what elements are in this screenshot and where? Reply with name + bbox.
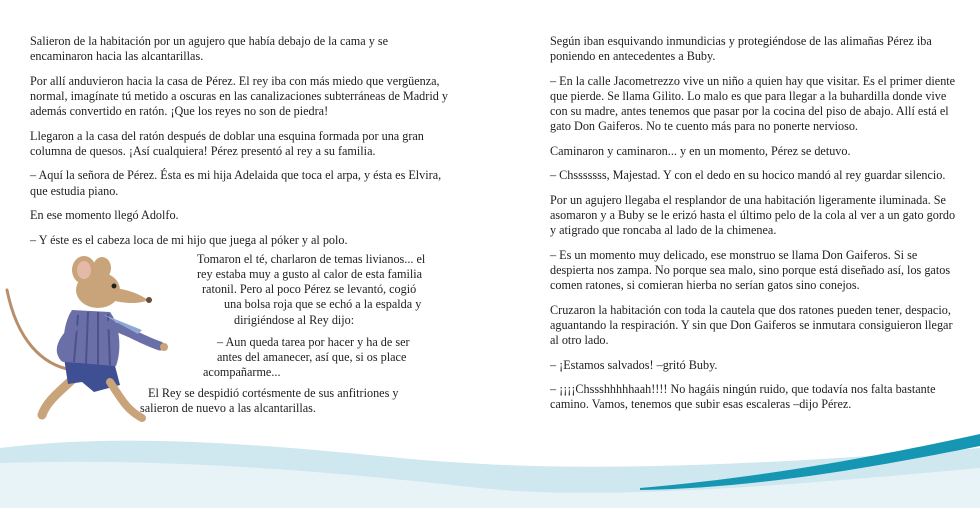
- mouse-eye: [112, 284, 117, 289]
- paragraph: Según iban esquivando inmundicias y protegiéndose de las alimañas Pérez iba poniendo en antecedentes a Buby.: [550, 34, 932, 64]
- paragraph: Llegaron a la casa del ratón después de doblar una esquina formada por una gran columna de quesos. ¡Así cualquiera! Pérez presentó al rey a su familia.: [30, 128, 424, 158]
- mouse-ear-2: [93, 257, 111, 279]
- text-line: Tomaron el té, charlaron de temas livianos... el: [197, 252, 426, 266]
- paragraph: Salieron de la habitación por un agujero que había debajo de la cama y se encaminaron hacia las alcantarillas.: [30, 34, 389, 64]
- paragraph: – En la calle Jacometrezzo vive un niño a quien hay que visitar. Es el primer diente que pierde. Se llama Gilito. Lo malo es que para llegar a la buhardilla donde vive con su madre, antes tenemos que pasar por la cocina del piso de abajo. Allí está el gato Don Gaiferos. No te cuento más para no ponerte nervioso.: [550, 73, 956, 134]
- text-line: antes del amanecer, así que, si os place: [217, 350, 407, 364]
- text-line: acompañarme...: [203, 365, 281, 379]
- wave-decoration: [0, 428, 980, 508]
- text-line: rey estaba muy a gusto al calor de esta familia: [197, 267, 423, 281]
- paragraph: – Aquí la señora de Pérez. Ésta es mi hija Adelaida que toca el arpa, y ésta es Elvira, que estudia piano.: [30, 168, 442, 198]
- paragraph: – ¡Estamos salvados! –gritó Buby.: [550, 357, 718, 372]
- text-line: una bolsa roja que se echó a la espalda y: [224, 297, 422, 311]
- right-text-column: [550, 34, 962, 422]
- paragraph: En ese momento llegó Adolfo.: [30, 208, 179, 223]
- paragraph: Por un agujero llegaba el resplandor de una habitación ligeramente iluminada. Se asomaron y a Buby se le erizó hasta el último pelo de la cola al ver a un gato gordo y atigrado que roncaba al lado de la chimenea.: [550, 192, 956, 238]
- paragraph: Cruzaron la habitación con toda la cautela que dos ratones pueden tener, despacio, aguantando la respiración. Y sin que Don Gaiferos se inmutara consiguieron llegar al otro lado.: [550, 302, 953, 348]
- paragraph: Por allí anduvieron hacia la casa de Pérez. El rey iba con más miedo que vergüenza, normal, imagínate tú metido a oscuras en las canalizaciones subterráneas de Madrid y además convertido en ratón. ¡Que los reyes no son de piedra!: [30, 73, 448, 119]
- text-line: dirigiéndose al Rey dijo:: [234, 313, 355, 327]
- left-text-column: [30, 34, 450, 257]
- mouse-illustration: [2, 250, 202, 425]
- text-line: salieron de nuevo a las alcantarillas.: [140, 401, 316, 415]
- paragraph: – Y éste es el cabeza loca de mi hijo que juega al póker y al polo.: [30, 232, 348, 247]
- mouse-inner-ear: [77, 261, 91, 279]
- mouse-nose: [146, 297, 152, 303]
- mouse-hand: [160, 343, 168, 351]
- paragraph: – ¡¡¡¡Chssshhhhhaah!!!! No hagáis ningún ruido, que todavía nos falta bastante camino. Vamos, tenemos que subir esas escaleras –dijo Pérez.: [550, 382, 936, 412]
- mouse-front-leg: [110, 382, 142, 418]
- text-line: El Rey se despidió cortésmente de sus anfitriones y: [148, 386, 399, 400]
- paragraph: – Chsssssss, Majestad. Y con el dedo en su hocico mandó al rey guardar silencio.: [550, 168, 946, 183]
- paragraph: – Es un momento muy delicado, ese monstruo se llama Don Gaiferos. Si se despierta nos zampa. No porque sea malo, sino porque está diseñado así, los gatos comen ratones, si comieran hierba no serían gatos sino conejos.: [550, 247, 951, 293]
- mouse-snout: [112, 288, 148, 303]
- text-line: ratonil. Pero al poco Pérez se levantó, cogió: [202, 282, 417, 296]
- paragraph: Caminaron y caminaron... y en un momento, Pérez se detuvo.: [550, 143, 851, 158]
- text-line: – Aun queda tarea por hacer y ha de ser: [217, 335, 410, 349]
